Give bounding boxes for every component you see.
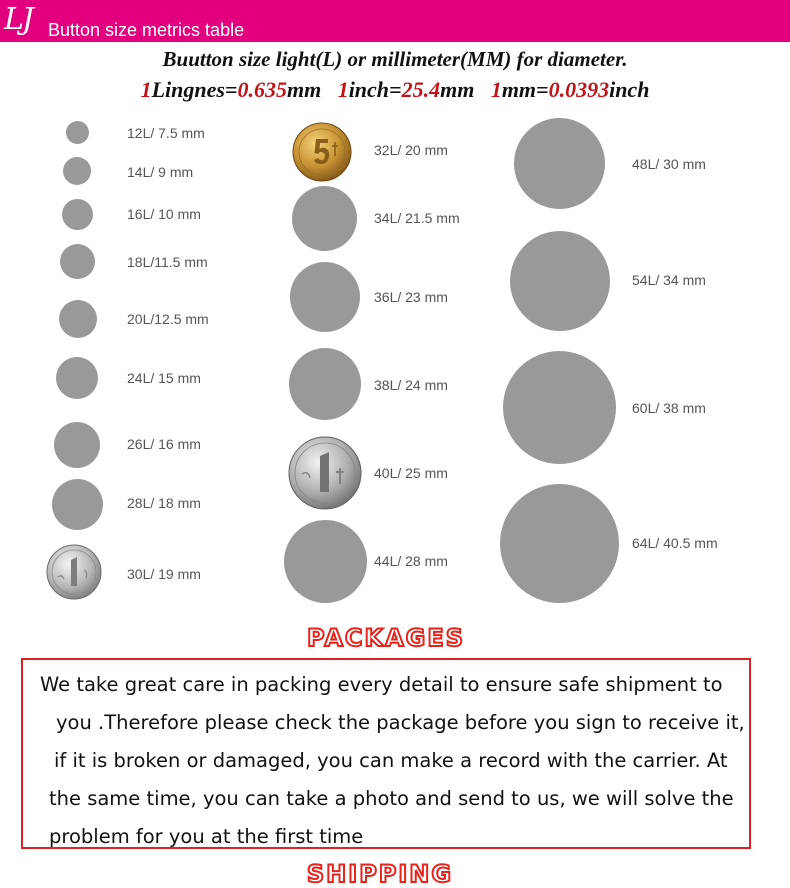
size-label: 60L/ 38 mm (632, 400, 706, 416)
button-circle-64l (500, 484, 619, 603)
button-circle-16l (62, 199, 93, 230)
button-circle-18l (60, 244, 95, 279)
size-label: 20L/12.5 mm (127, 311, 209, 327)
button-circle-36l (290, 262, 360, 332)
conv-text: inch= (348, 77, 402, 102)
size-label: 36L/ 23 mm (374, 289, 448, 305)
size-label: 38L/ 24 mm (374, 377, 448, 393)
conv-num: 1 (140, 77, 152, 102)
size-label: 64L/ 40.5 mm (632, 535, 718, 551)
size-label: 54L/ 34 mm (632, 272, 706, 288)
button-circle-20l (59, 300, 97, 338)
conv-val: 25.4 (401, 77, 441, 102)
size-label: 32L/ 20 mm (374, 142, 448, 158)
packages-line: We take great care in packing every detail to ensure safe shipment to (40, 673, 723, 696)
unit-conversions (0, 76, 790, 104)
conv-num: 1 (337, 77, 349, 102)
page-title: Button size metrics table (48, 20, 245, 40)
button-circle-14l (63, 157, 91, 185)
size-label: 34L/ 21.5 mm (374, 210, 460, 226)
button-circle-12l (66, 121, 89, 144)
one-yuan-coin-icon (288, 436, 362, 510)
five-jiao-coin-icon (292, 122, 352, 182)
size-label: 44L/ 28 mm (374, 553, 448, 569)
size-label: 26L/ 16 mm (127, 436, 201, 452)
size-label: 12L/ 7.5 mm (127, 125, 205, 141)
packages-line: if it is broken or damaged, you can make a record with the carrier. At (54, 749, 728, 772)
packages-line: the same time, you can take a photo and send to us, we will solve the (49, 787, 734, 810)
conv-val: 0.0393 (548, 77, 610, 102)
button-circle-54l (510, 231, 610, 331)
conv-text: Lingnes= (151, 77, 238, 102)
size-label: 30L/ 19 mm (127, 566, 201, 582)
size-label: 28L/ 18 mm (127, 495, 201, 511)
packages-line: you .Therefore please check the package before you sign to receive it, (56, 711, 745, 734)
button-circle-48l (514, 118, 605, 209)
button-circle-44l (284, 520, 367, 603)
subtitle: Buutton size light(L) or millimeter(MM) for diameter. (162, 47, 628, 71)
shipping-heading: SHIPPING (306, 860, 454, 888)
size-label: 48L/ 30 mm (632, 156, 706, 172)
packages-text (37, 666, 745, 856)
button-circle-26l (54, 422, 100, 468)
one-yuan-coin-icon (46, 544, 102, 600)
conv-unit: mm (286, 77, 322, 102)
conv-num: 1 (490, 77, 502, 102)
button-circle-60l (503, 351, 616, 464)
size-label: 14L/ 9 mm (127, 164, 194, 180)
button-circle-28l (52, 479, 103, 530)
packages-notice-box (21, 658, 751, 849)
conv-unit: inch (609, 77, 650, 102)
brand-logo: LJ (4, 2, 32, 37)
size-label: 40L/ 25 mm (374, 465, 448, 481)
button-circle-38l (289, 348, 361, 420)
packages-heading: PACKAGES (306, 624, 466, 652)
packages-line: problem for you at the first time (49, 825, 364, 848)
button-circle-24l (56, 357, 98, 399)
size-label: 16L/ 10 mm (127, 206, 201, 222)
button-circle-34l (292, 186, 357, 251)
size-label: 24L/ 15 mm (127, 370, 201, 386)
conv-text: mm= (501, 77, 549, 102)
size-label: 18L/11.5 mm (127, 254, 208, 270)
conv-unit: mm (440, 77, 475, 102)
header-banner (0, 0, 790, 42)
conv-val: 0.635 (237, 77, 287, 102)
